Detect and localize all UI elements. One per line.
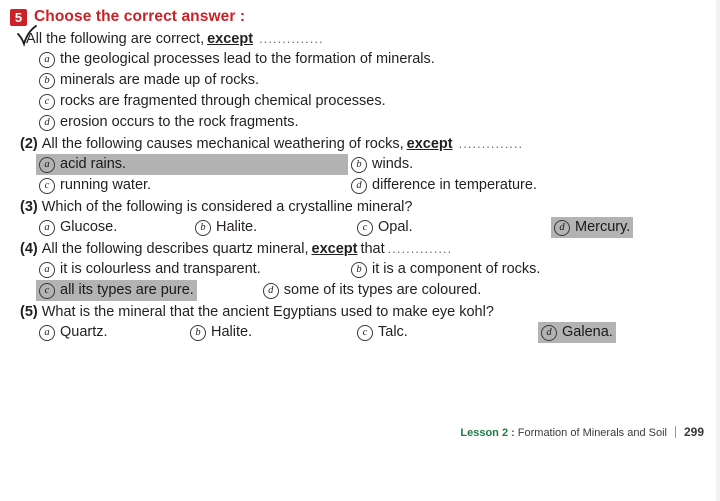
- choice-option-c[interactable]: [354, 322, 538, 343]
- choice-option-a[interactable]: [36, 259, 348, 280]
- choices-list: [10, 259, 706, 301]
- page-edge-shadow: [716, 0, 720, 501]
- choice-text: Quartz.: [60, 324, 108, 340]
- question-keyword: except: [406, 136, 453, 152]
- choice-option-d[interactable]: [348, 175, 540, 196]
- question-stem: [10, 134, 706, 154]
- choice-text: rocks are fragmented through chemical processes.: [60, 93, 386, 109]
- answer-dots: ..............: [458, 136, 524, 151]
- choice-option-c[interactable]: [36, 175, 348, 196]
- question-item-2: [10, 134, 706, 196]
- question-stem-trailing: that: [360, 241, 385, 257]
- choice-text: Halite.: [211, 324, 253, 340]
- section-header: [10, 8, 706, 26]
- question-stem: [10, 197, 706, 217]
- question-stem-text: Which of the following is considered a crystalline mineral?: [41, 199, 413, 215]
- bullet-b: b: [190, 325, 206, 341]
- bullet-d: d: [39, 115, 55, 131]
- question-number: (4): [20, 241, 38, 257]
- choices-list: [10, 217, 706, 238]
- bullet-b: b: [195, 220, 211, 236]
- choice-option-d[interactable]: [538, 322, 616, 343]
- page-footer: [460, 424, 704, 439]
- choices-list: [10, 322, 706, 343]
- bullet-a: a: [39, 52, 55, 68]
- choice-text: Halite.: [216, 219, 258, 235]
- question-stem-text: All the following causes mechanical weathering of rocks,: [41, 136, 404, 152]
- question-keyword: except: [311, 241, 358, 257]
- choice-option-b[interactable]: [192, 217, 354, 238]
- choice-text: minerals are made up of rocks.: [60, 72, 260, 88]
- choice-option-b[interactable]: [187, 322, 354, 343]
- choice-text: it is a component of rocks.: [372, 261, 541, 277]
- bullet-c: c: [39, 283, 55, 299]
- bullet-b: b: [351, 262, 367, 278]
- question-keyword: except: [207, 31, 254, 47]
- bullet-a: a: [39, 325, 55, 341]
- bullet-a: a: [39, 220, 55, 236]
- bullet-c: c: [39, 178, 55, 194]
- choice-text: difference in temperature.: [372, 177, 537, 193]
- bullet-d: d: [541, 325, 557, 341]
- bullet-c: c: [357, 325, 373, 341]
- choice-text: it is colourless and transparent.: [60, 261, 261, 277]
- question-stem: [10, 302, 706, 322]
- choice-option-c[interactable]: [36, 91, 389, 112]
- question-stem-text: What is the mineral that the ancient Egyptians used to make eye kohl?: [41, 304, 494, 320]
- choice-text: winds.: [372, 156, 414, 172]
- bullet-c: c: [39, 94, 55, 110]
- answer-dots: ..............: [259, 31, 324, 46]
- choice-option-d[interactable]: [260, 280, 484, 301]
- bullet-b: b: [351, 157, 367, 173]
- question-item-5: [10, 302, 706, 343]
- choice-text: Galena.: [562, 324, 613, 340]
- choice-text: acid rains.: [60, 156, 127, 172]
- choice-text: Talc.: [378, 324, 408, 340]
- choice-option-d[interactable]: [551, 217, 633, 238]
- choice-row: [36, 259, 706, 280]
- choices-list: [10, 49, 706, 133]
- choice-option-a[interactable]: [36, 217, 192, 238]
- choice-option-b[interactable]: [348, 259, 543, 280]
- answer-dots: ..............: [387, 241, 453, 256]
- footer-divider: [675, 426, 676, 438]
- question-number: (5): [20, 304, 38, 320]
- question-number-badge: 5: [10, 9, 27, 26]
- choice-row: [36, 91, 706, 112]
- choice-row: [36, 175, 706, 196]
- choice-text: Glucose.: [60, 219, 118, 235]
- choice-text: erosion occurs to the rock fragments.: [60, 114, 299, 130]
- question-number: (3): [20, 199, 38, 215]
- bullet-d: d: [554, 220, 570, 236]
- choice-option-a[interactable]: [36, 154, 348, 175]
- choice-option-c[interactable]: [354, 217, 551, 238]
- question-stem: [10, 29, 706, 49]
- choice-text: all its types are pure.: [60, 282, 194, 298]
- choices-list: [10, 154, 706, 196]
- bullet-a: a: [39, 262, 55, 278]
- question-stem: [10, 239, 706, 259]
- choice-row: [36, 280, 706, 301]
- question-number: (2): [20, 136, 38, 152]
- bullet-a: a: [39, 157, 55, 173]
- question-item-3: [10, 197, 706, 238]
- choice-row: [36, 322, 706, 343]
- bullet-c: c: [357, 220, 373, 236]
- footer-page-number: 299: [683, 425, 704, 439]
- bullet-d: d: [351, 178, 367, 194]
- choice-row: [36, 49, 706, 70]
- choice-row: [36, 217, 706, 238]
- bullet-b: b: [39, 73, 55, 89]
- choice-text: the geological processes lead to the formation of minerals.: [60, 51, 435, 67]
- choice-option-b[interactable]: [348, 154, 416, 175]
- question-stem-text: All the following are correct,: [26, 31, 205, 47]
- choice-text: some of its types are coloured.: [283, 282, 482, 298]
- choice-row: [36, 70, 706, 91]
- question-stem-text: All the following describes quartz mineral,: [41, 241, 309, 257]
- page-title: Choose the correct answer :: [34, 8, 246, 25]
- choice-row: [36, 112, 706, 133]
- footer-lesson-title: Formation of Minerals and Soil: [517, 427, 667, 439]
- question-item-4: [10, 239, 706, 301]
- choice-option-a[interactable]: [36, 49, 438, 70]
- choice-option-b[interactable]: [36, 70, 262, 91]
- choice-text: running water.: [60, 177, 152, 193]
- footer-lesson-label: Lesson 2 :: [460, 427, 515, 439]
- choice-option-a[interactable]: [36, 322, 187, 343]
- choice-text: Mercury.: [575, 219, 631, 235]
- bullet-d: d: [263, 283, 279, 299]
- choice-option-d[interactable]: [36, 112, 302, 133]
- choice-row: [36, 154, 706, 175]
- choice-option-c[interactable]: [36, 280, 197, 301]
- choice-text: Opal.: [378, 219, 413, 235]
- question-item-1: [10, 29, 706, 133]
